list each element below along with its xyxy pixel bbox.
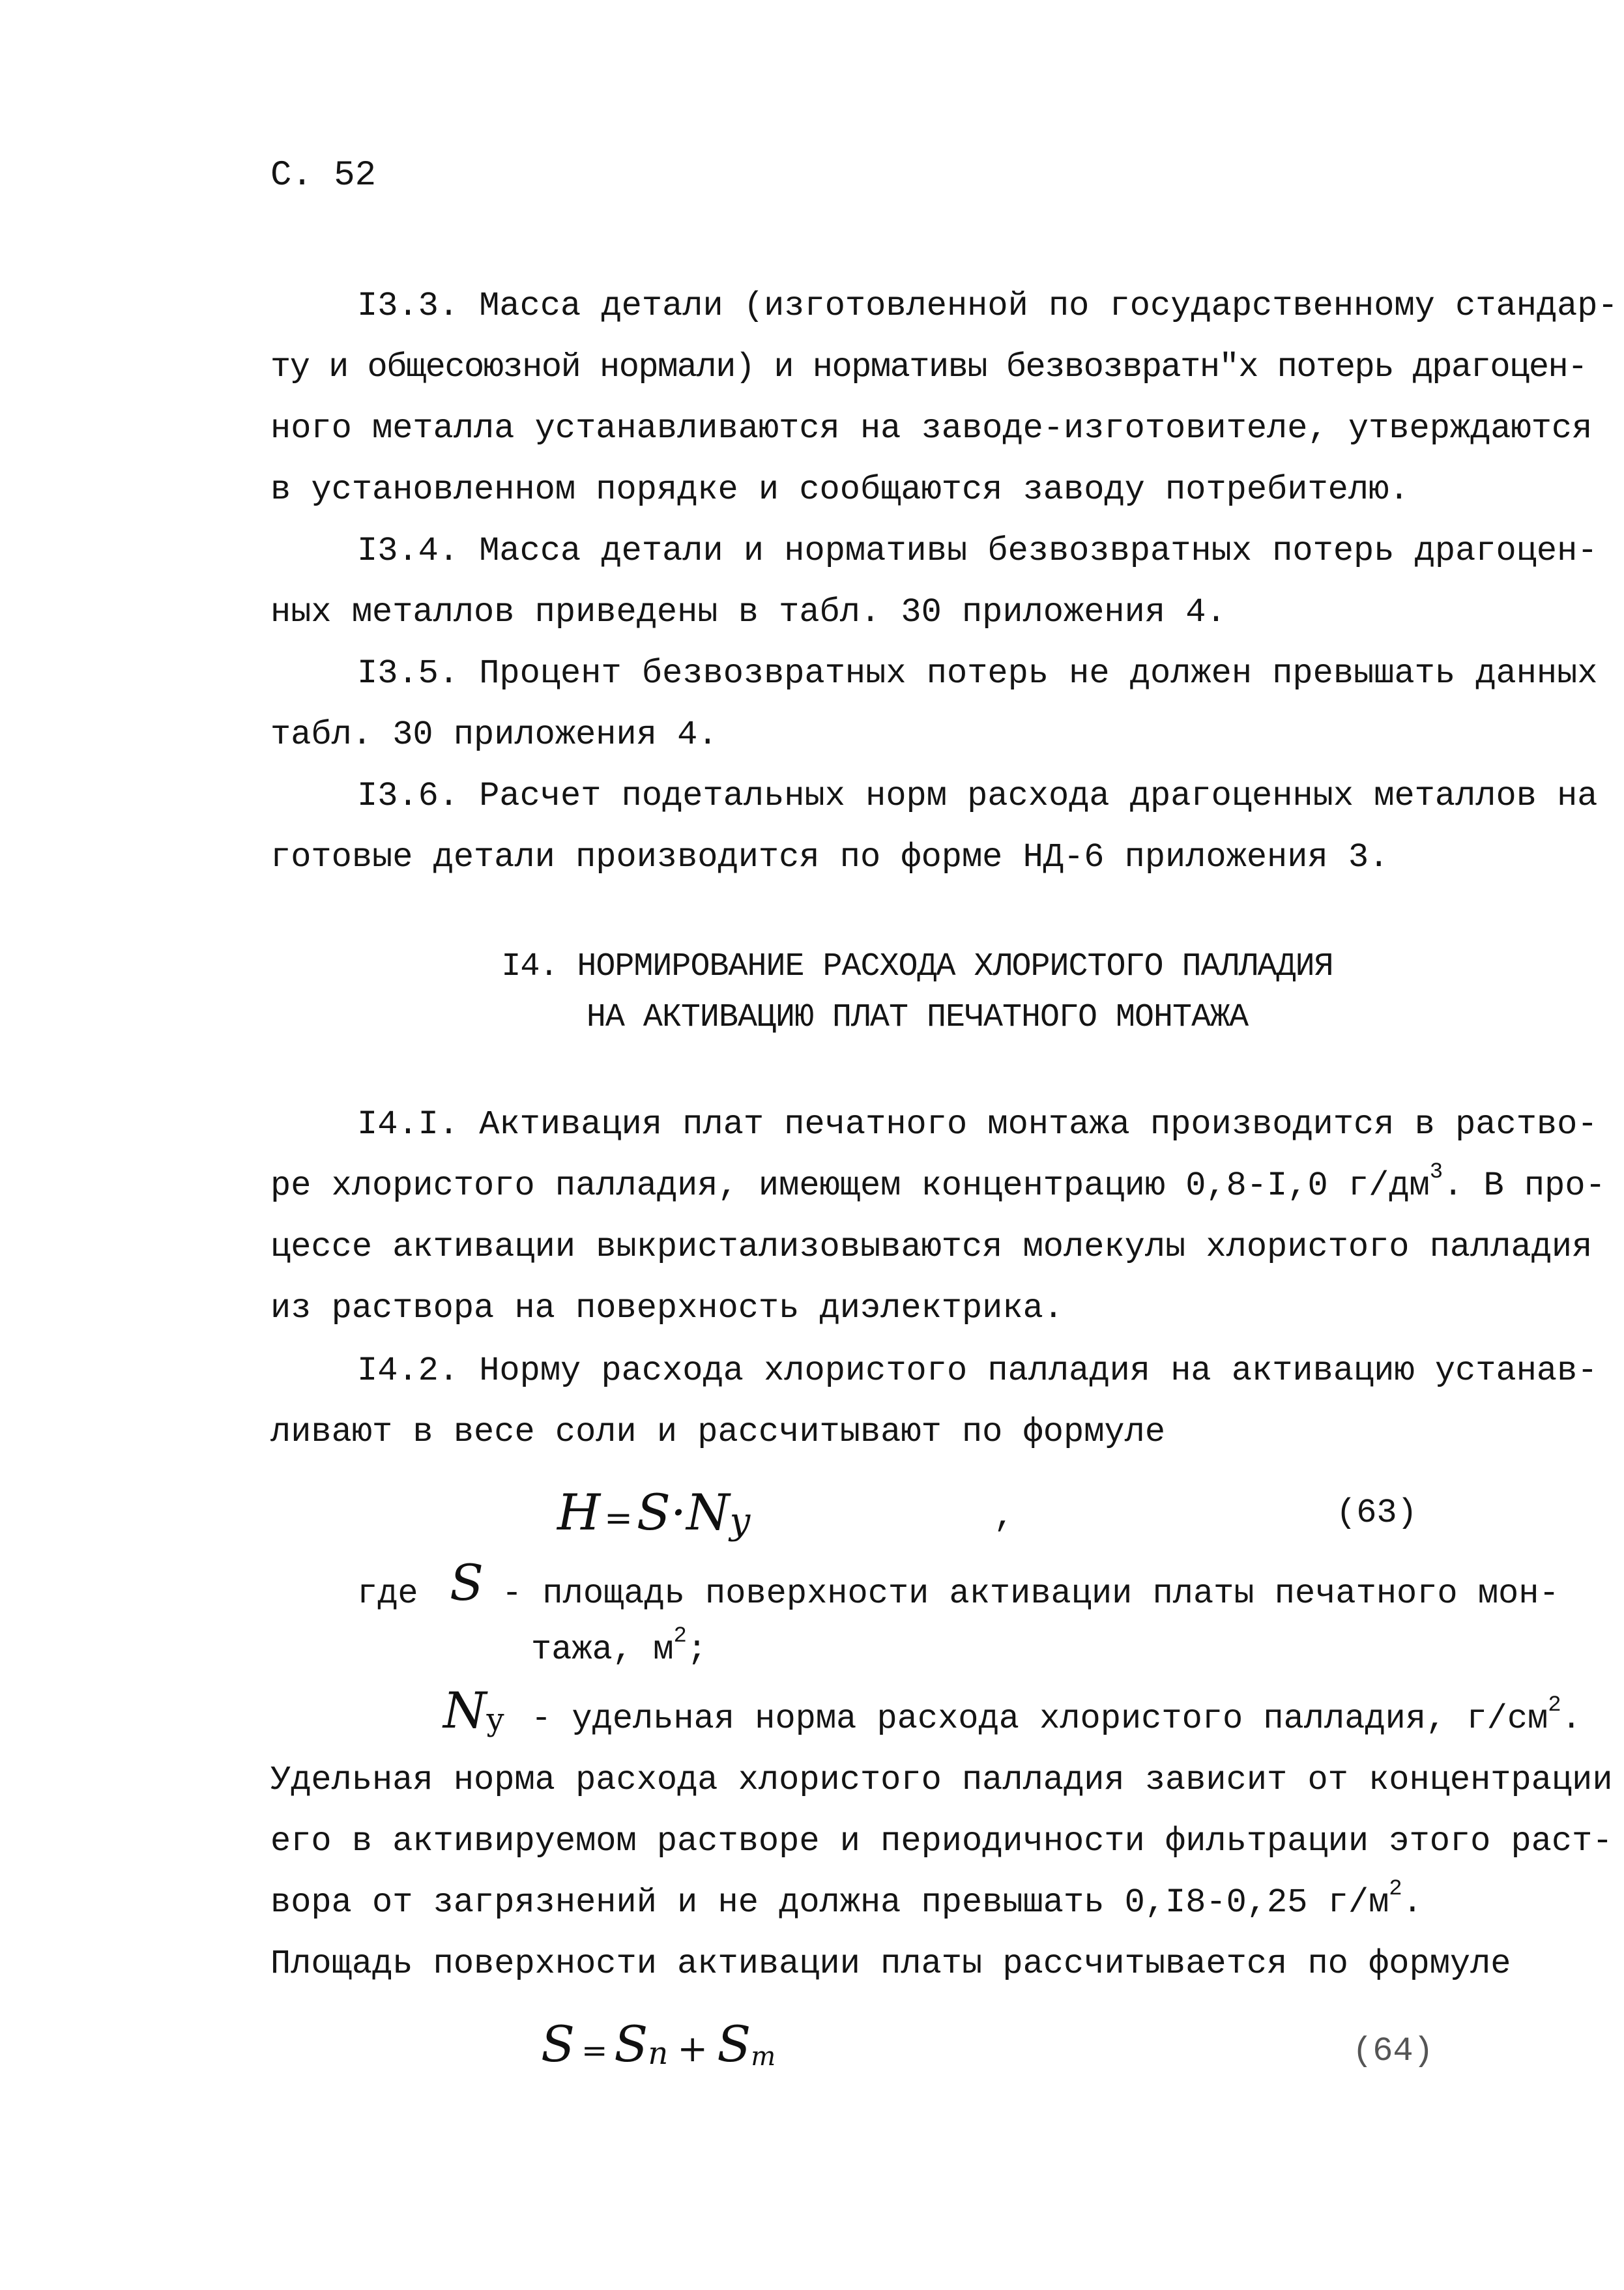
square-exponent: 2 bbox=[673, 1624, 687, 1649]
specific-norm-line-3 bbox=[270, 1877, 1423, 1924]
section-14-heading-line-1: I4. НОРМИРОВАНИЕ РАСХОДА ХЛОРИСТОГО ПАЛЛАДИЯ bbox=[501, 948, 1333, 985]
paragraph-13-6-line-2: готовые детали производится по форме НД-6 приложения 3. bbox=[270, 838, 1389, 877]
formula-64-number: (64) bbox=[1352, 2032, 1434, 2070]
formula-63-lhs: Н bbox=[557, 1483, 601, 1541]
formula-63-dot: · bbox=[670, 1483, 687, 1541]
formula-63-n: N bbox=[686, 1483, 730, 1541]
where-s-definition-line-2 bbox=[531, 1624, 708, 1671]
paragraph-14-1-line-3: цессе активации выкристализовываются молекулы хлористого палладия bbox=[270, 1228, 1593, 1266]
where-n-definition-tail: . bbox=[1561, 1700, 1582, 1738]
square-exponent-m: 2 bbox=[1389, 1877, 1402, 1902]
formula-63 bbox=[557, 1483, 750, 1548]
formula-63-equals: = bbox=[604, 1499, 633, 1538]
paragraph-13-3-line-4: в установленном порядке и сообщаются заводу потребителю. bbox=[270, 471, 1410, 509]
where-s-definition-text: тажа, м bbox=[531, 1631, 674, 1669]
where-n-letter: N bbox=[443, 1681, 487, 1739]
page-number: С. 52 bbox=[270, 156, 377, 196]
specific-norm-line-2: его в активируемом растворе и периодичности фильтрации этого раст- bbox=[270, 1822, 1613, 1861]
formula-64-s: S bbox=[541, 2015, 575, 2073]
formula-64-plus: + bbox=[677, 2028, 708, 2070]
specific-norm-line-4: Площадь поверхности активации платы рассчитывается по формуле bbox=[270, 1945, 1511, 1983]
formula-64-s1: S bbox=[614, 2015, 648, 2073]
square-exponent-cm: 2 bbox=[1548, 1693, 1561, 1718]
paragraph-13-3-line-2: ту и общесоюзной нормали) и нормативы безвозвратн"х потерь драгоцен- bbox=[270, 348, 1587, 386]
formula-64 bbox=[541, 2015, 776, 2080]
where-s-definition-line-1: - площадь поверхности активации платы печатного мон- bbox=[502, 1574, 1559, 1613]
paragraph-14-1-line-1: I4.I. Активация плат печатного монтажа производится в раство- bbox=[357, 1105, 1598, 1144]
formula-63-comma: , bbox=[994, 1498, 1015, 1536]
paragraph-14-2-line-2: ливают в весе соли и рассчитывают по формуле bbox=[270, 1413, 1166, 1451]
where-n-symbol bbox=[443, 1681, 504, 1740]
where-n-definition bbox=[531, 1693, 1582, 1740]
paragraph-13-5-line-1: I3.5. Процент безвозвратных потерь не должен превышать данных bbox=[357, 654, 1598, 693]
where-word: где bbox=[357, 1574, 418, 1613]
formula-63-number: (63) bbox=[1336, 1494, 1417, 1532]
formula-64-s2: S bbox=[717, 2015, 751, 2073]
formula-64-equals: = bbox=[581, 2033, 608, 2069]
formula-64-s2-subscript: т bbox=[751, 2042, 776, 2072]
paragraph-13-3-line-3: ного металла устанавливаются на заводе-изготовителе, утверждаются bbox=[270, 409, 1593, 448]
where-s-definition-tail: ; bbox=[686, 1631, 708, 1669]
cubic-exponent: 3 bbox=[1429, 1160, 1443, 1185]
where-n-definition-text: - удельная норма расхода хлористого палладия, г/см bbox=[531, 1700, 1548, 1738]
paragraph-14-1-line-2-tail: . В про- bbox=[1443, 1167, 1606, 1205]
paragraph-14-1-line-4: из раствора на поверхность диэлектрика. bbox=[270, 1289, 1064, 1327]
paragraph-13-3-line-1: I3.3. Масса детали (изготовленной по государственному стандар- bbox=[357, 287, 1618, 325]
specific-norm-line-1: Удельная норма расхода хлористого палладия зависит от концентрации bbox=[270, 1761, 1613, 1799]
paragraph-13-4-line-2: ных металлов приведены в табл. 30 приложения 4. bbox=[270, 593, 1226, 631]
specific-norm-line-3-tail: . bbox=[1402, 1883, 1423, 1922]
formula-63-s: S bbox=[636, 1483, 671, 1541]
paragraph-14-2-line-1: I4.2. Норму расхода хлористого палладия на активацию устанав- bbox=[357, 1352, 1598, 1390]
paragraph-13-6-line-1: I3.6. Расчет подетальных норм расхода драгоценных металлов на bbox=[357, 777, 1598, 815]
paragraph-13-5-line-2: табл. 30 приложения 4. bbox=[270, 716, 718, 754]
specific-norm-line-3-text: вора от загрязнений и не должна превышать 0,I8-0,25 г/м bbox=[270, 1883, 1389, 1922]
section-14-heading-line-2: НА АКТИВАЦИЮ ПЛАТ ПЕЧАТНОГО МОНТАЖА bbox=[586, 999, 1249, 1036]
formula-64-s1-subscript: п bbox=[648, 2035, 669, 2072]
where-n-subscript: y bbox=[486, 1702, 504, 1738]
paragraph-14-1-line-2-text: ре хлористого палладия, имеющем концентрацию 0,8-I,0 г/дм bbox=[270, 1167, 1430, 1205]
paragraph-13-4-line-1: I3.4. Масса детали и нормативы безвозвратных потерь драгоцен- bbox=[357, 532, 1598, 570]
paragraph-14-1-line-2 bbox=[270, 1160, 1606, 1207]
where-s-symbol: S bbox=[450, 1554, 484, 1612]
formula-63-n-subscript: y bbox=[729, 1500, 751, 1543]
